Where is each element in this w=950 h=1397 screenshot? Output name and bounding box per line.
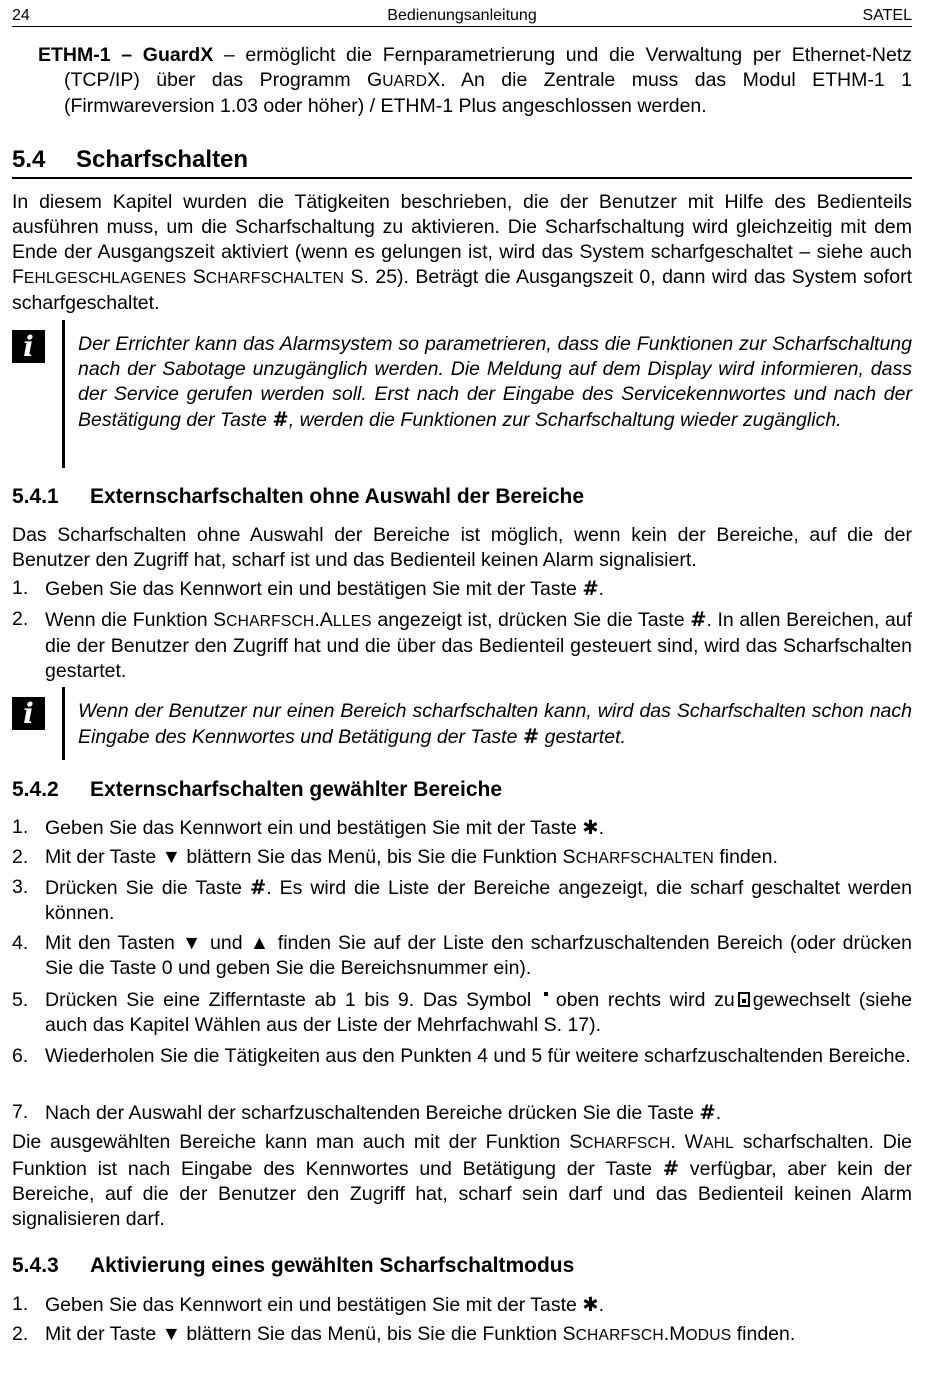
unselected-partition-icon (544, 992, 548, 996)
ethm-label: ETHM-1 – GuardX (38, 44, 214, 66)
info-icon: i (12, 697, 45, 730)
section-5-4-1-intro: Das Scharfschalten ohne Auswahl der Bereiche ist möglich, wenn kein der Bereiche, auf die der Benutzer den Zugriff hat, scharf ist und das Bedienteil keinen Alarm signalisiert. (12, 524, 912, 571)
selected-partition-icon (738, 992, 750, 1007)
note-divider (62, 687, 65, 760)
document-title: Bedienungsanleitung (387, 7, 537, 24)
section-heading-5-4: 5.4 Scharfschalten (12, 145, 912, 179)
ethm-guardx-paragraph: ETHM-1 – GuardX – ermöglicht die Fernparametrierung und die Verwaltung per Ethernet-Netz (TCP/IP) über das Programm GUARDX. An die Zentrale muss das Modul ETHM-1 1 (Firmwareversion 1.03 oder höher) / ETHM-1 Plus angeschlossen werden. (38, 44, 912, 117)
star-key-icon: ✱ (582, 1293, 599, 1316)
info-icon: i (12, 330, 45, 363)
section-5-4-intro: In diesem Kapitel wurden die Tätigkeiten beschrieben, die der Benutzer mit Hilfe des Bedienteils ausführen muss, um die Scharfschaltung zu aktivieren. Die Scharfschaltung wird gleichzeitig mit dem Ende der Ausgangszeit aktiviert (wenn es gelungen ist, wird das System scharfgeschaltet – siehe auch FEHLGESCHLAGENES SCHARFSCHALTEN S. 25). Beträgt die Ausgangszeit 0, dann wird das System sofort scharfgeschaltet. (12, 191, 912, 314)
info-note (12, 320, 912, 470)
hash-key-icon: # (582, 577, 599, 600)
brand-name: SATEL (862, 7, 912, 24)
page-number: 24 (12, 7, 30, 24)
star-key-icon: ✱ (582, 816, 599, 839)
section-heading-5-4-2: 5.4.2 Externscharfschalten gewählter Bereiche (12, 778, 503, 801)
section-5-4-2-outro: Die ausgewählten Bereiche kann man auch mit der Funktion SCHARFSCH. WAHL scharfschalten. Die Funktion ist nach Eingabe des Kennwortes und Betätigung der Taste # verfügbar, aber kein der Bereiche, auf die der Benutzer den Zugriff hat, scharf sein darf und das Bedienteil keinen Alarm signalisieren darf. (12, 1131, 912, 1230)
hash-key-icon: # (522, 725, 540, 748)
note-text: Der Errichter kann das Alarmsystem so parametrieren, dass die Funktionen zur Scharfschaltung nach der Sabotage unzugänglich werden. Die Meldung auf dem Display wird informieren, dass der Service gerufen werden soll. Erst nach der Eingabe des Servicekennwortes und nach der Bestätigung der Taste #, werden die Funktionen zur Scharfschaltung wieder zugänglich. (78, 333, 912, 431)
hash-key-icon: # (690, 608, 707, 631)
arrow-down-icon: ▼ (181, 932, 203, 954)
section-heading-5-4-3: 5.4.3 Aktivierung eines gewählten Scharfschaltmodus (12, 1254, 575, 1277)
hash-key-icon: # (662, 1157, 680, 1180)
note-divider (62, 320, 65, 468)
note-text: Wenn der Benutzer nur einen Bereich scharfschalten kann, wird das Scharfschalten schon nach Eingabe des Kennwortes und Betätigung der Taste # gestartet. (78, 700, 912, 748)
section-heading-5-4-1: 5.4.1 Externscharfschalten ohne Auswahl der Bereiche (12, 485, 585, 508)
arrow-down-icon: ▼ (161, 846, 181, 868)
info-note (12, 687, 912, 761)
arrow-up-icon: ▲ (249, 932, 271, 954)
hash-key-icon: # (272, 408, 289, 431)
arrow-down-icon: ▼ (161, 1323, 181, 1345)
hash-key-icon: # (249, 876, 267, 899)
page-header (12, 4, 912, 27)
hash-key-icon: # (699, 1101, 716, 1124)
